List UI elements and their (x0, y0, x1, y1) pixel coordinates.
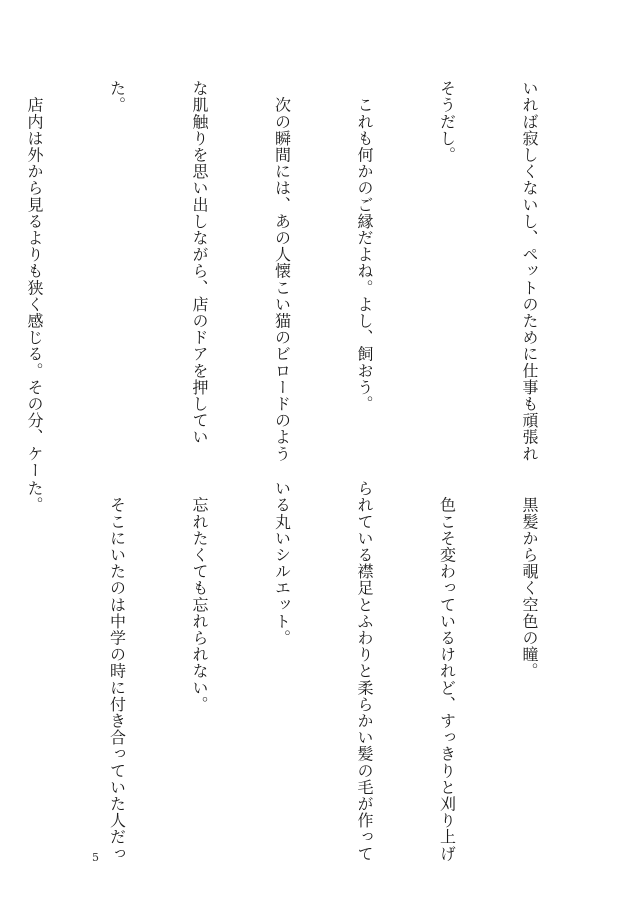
text-line: 色こそ変わっているけれど、すっきりと刈り上げ (437, 480, 457, 862)
text-line: た。 (25, 480, 44, 514)
text-line: いる丸いシルエット。 (272, 480, 292, 646)
text-line: 店内は外から見るよりも狭く感じる。その分、ケー (25, 80, 44, 479)
text-line: いれば寂しくないし、ペットのために仕事も頑張れ (520, 80, 539, 462)
text-line: そこにいたのは中学の時に付き合っていた人だっ (107, 480, 127, 862)
text-line: た。 (107, 80, 127, 114)
page-number: 5 (92, 851, 99, 864)
text-block-upper (0, 80, 598, 479)
text-line: 黒髪から覗く空色の瞳。 (520, 480, 539, 680)
text-line: そうだし。 (437, 80, 457, 163)
text-block-lower (0, 480, 598, 862)
text-line: られている襟足とふわりと柔らかい髪の毛が作って (355, 480, 374, 862)
text-line: 次の瞬間には、あの人懐こい猫のビロードのよう (272, 80, 292, 462)
text-line: 忘れたくても忘れられない。 (190, 480, 209, 713)
text-line: な肌触りを思い出しながら、店のドアを押してい (190, 80, 209, 446)
text-line: これも何かのご縁だよね。よし、飼おう。 (355, 80, 374, 412)
